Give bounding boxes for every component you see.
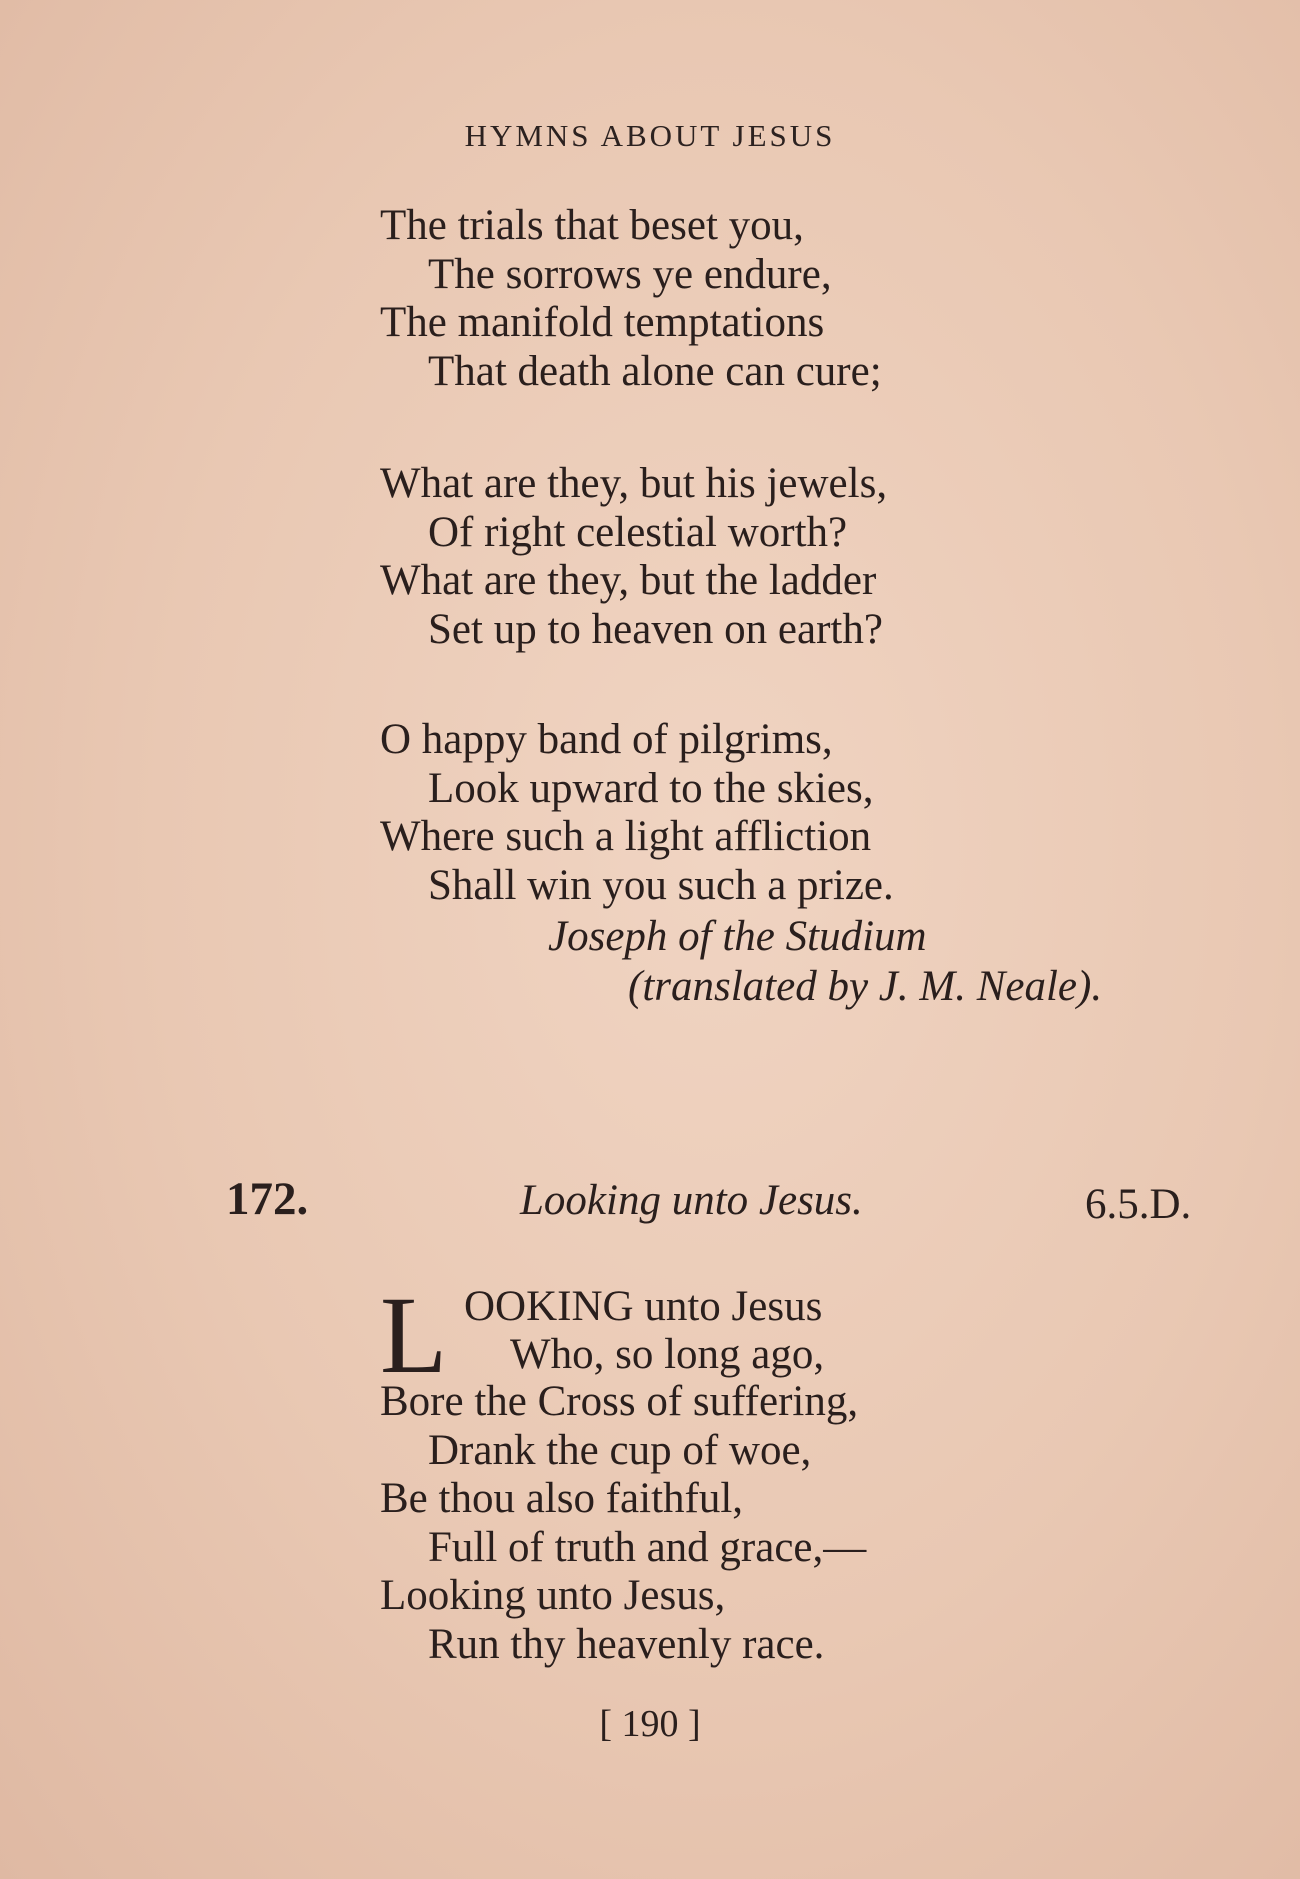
verse-line: Looking unto Jesus, (380, 1572, 726, 1619)
hymn-meter: 6.5.D. (1085, 1181, 1192, 1228)
hymn-stanza (380, 1378, 866, 1669)
verse-line: Where such a light affliction (380, 813, 872, 860)
verse-line: What are they, but the ladder (380, 557, 877, 604)
verse-line: Be thou also faithful, (380, 1475, 744, 1522)
verse-line: The manifold temptations (380, 299, 825, 346)
verse-line: Look upward to the skies, (428, 764, 874, 812)
verse-line: Bore the Cross of suffering, (380, 1378, 859, 1425)
verse-line: The sorrows ye endure, (428, 250, 832, 298)
verse-line: That death alone can cure; (428, 347, 882, 395)
verse-line: Full of truth and grace,— (428, 1523, 867, 1571)
verse-line: The trials that beset you, (380, 202, 804, 249)
drop-cap: L (380, 1274, 448, 1396)
page-number: [ 190 ] (599, 1703, 701, 1745)
hymn-number: 172. (226, 1173, 309, 1225)
stanza-3 (380, 716, 894, 910)
verse-line: Set up to heaven on earth? (428, 605, 883, 653)
verse-line: Shall win you such a prize. (428, 861, 894, 909)
verse-line: O happy band of pilgrims, (380, 716, 833, 763)
attribution-author: Joseph of the Studium (548, 913, 927, 960)
attribution-translator: (translated by J. M. Neale). (628, 963, 1103, 1010)
verse-line: Run thy heavenly race. (428, 1620, 825, 1668)
running-head: HYMNS ABOUT JESUS (464, 118, 836, 153)
stanza-2 (380, 460, 887, 654)
verse-line: What are they, but his jewels, (380, 460, 888, 507)
verse-line: OOKING unto Jesus (464, 1283, 823, 1330)
stanza-1 (380, 202, 882, 396)
hymn-title: Looking unto Jesus. (520, 1177, 863, 1224)
verse-line: Of right celestial worth? (428, 508, 848, 556)
verse-line: Drank the cup of woe, (428, 1426, 812, 1474)
verse-line: Who, so long ago, (510, 1331, 825, 1378)
